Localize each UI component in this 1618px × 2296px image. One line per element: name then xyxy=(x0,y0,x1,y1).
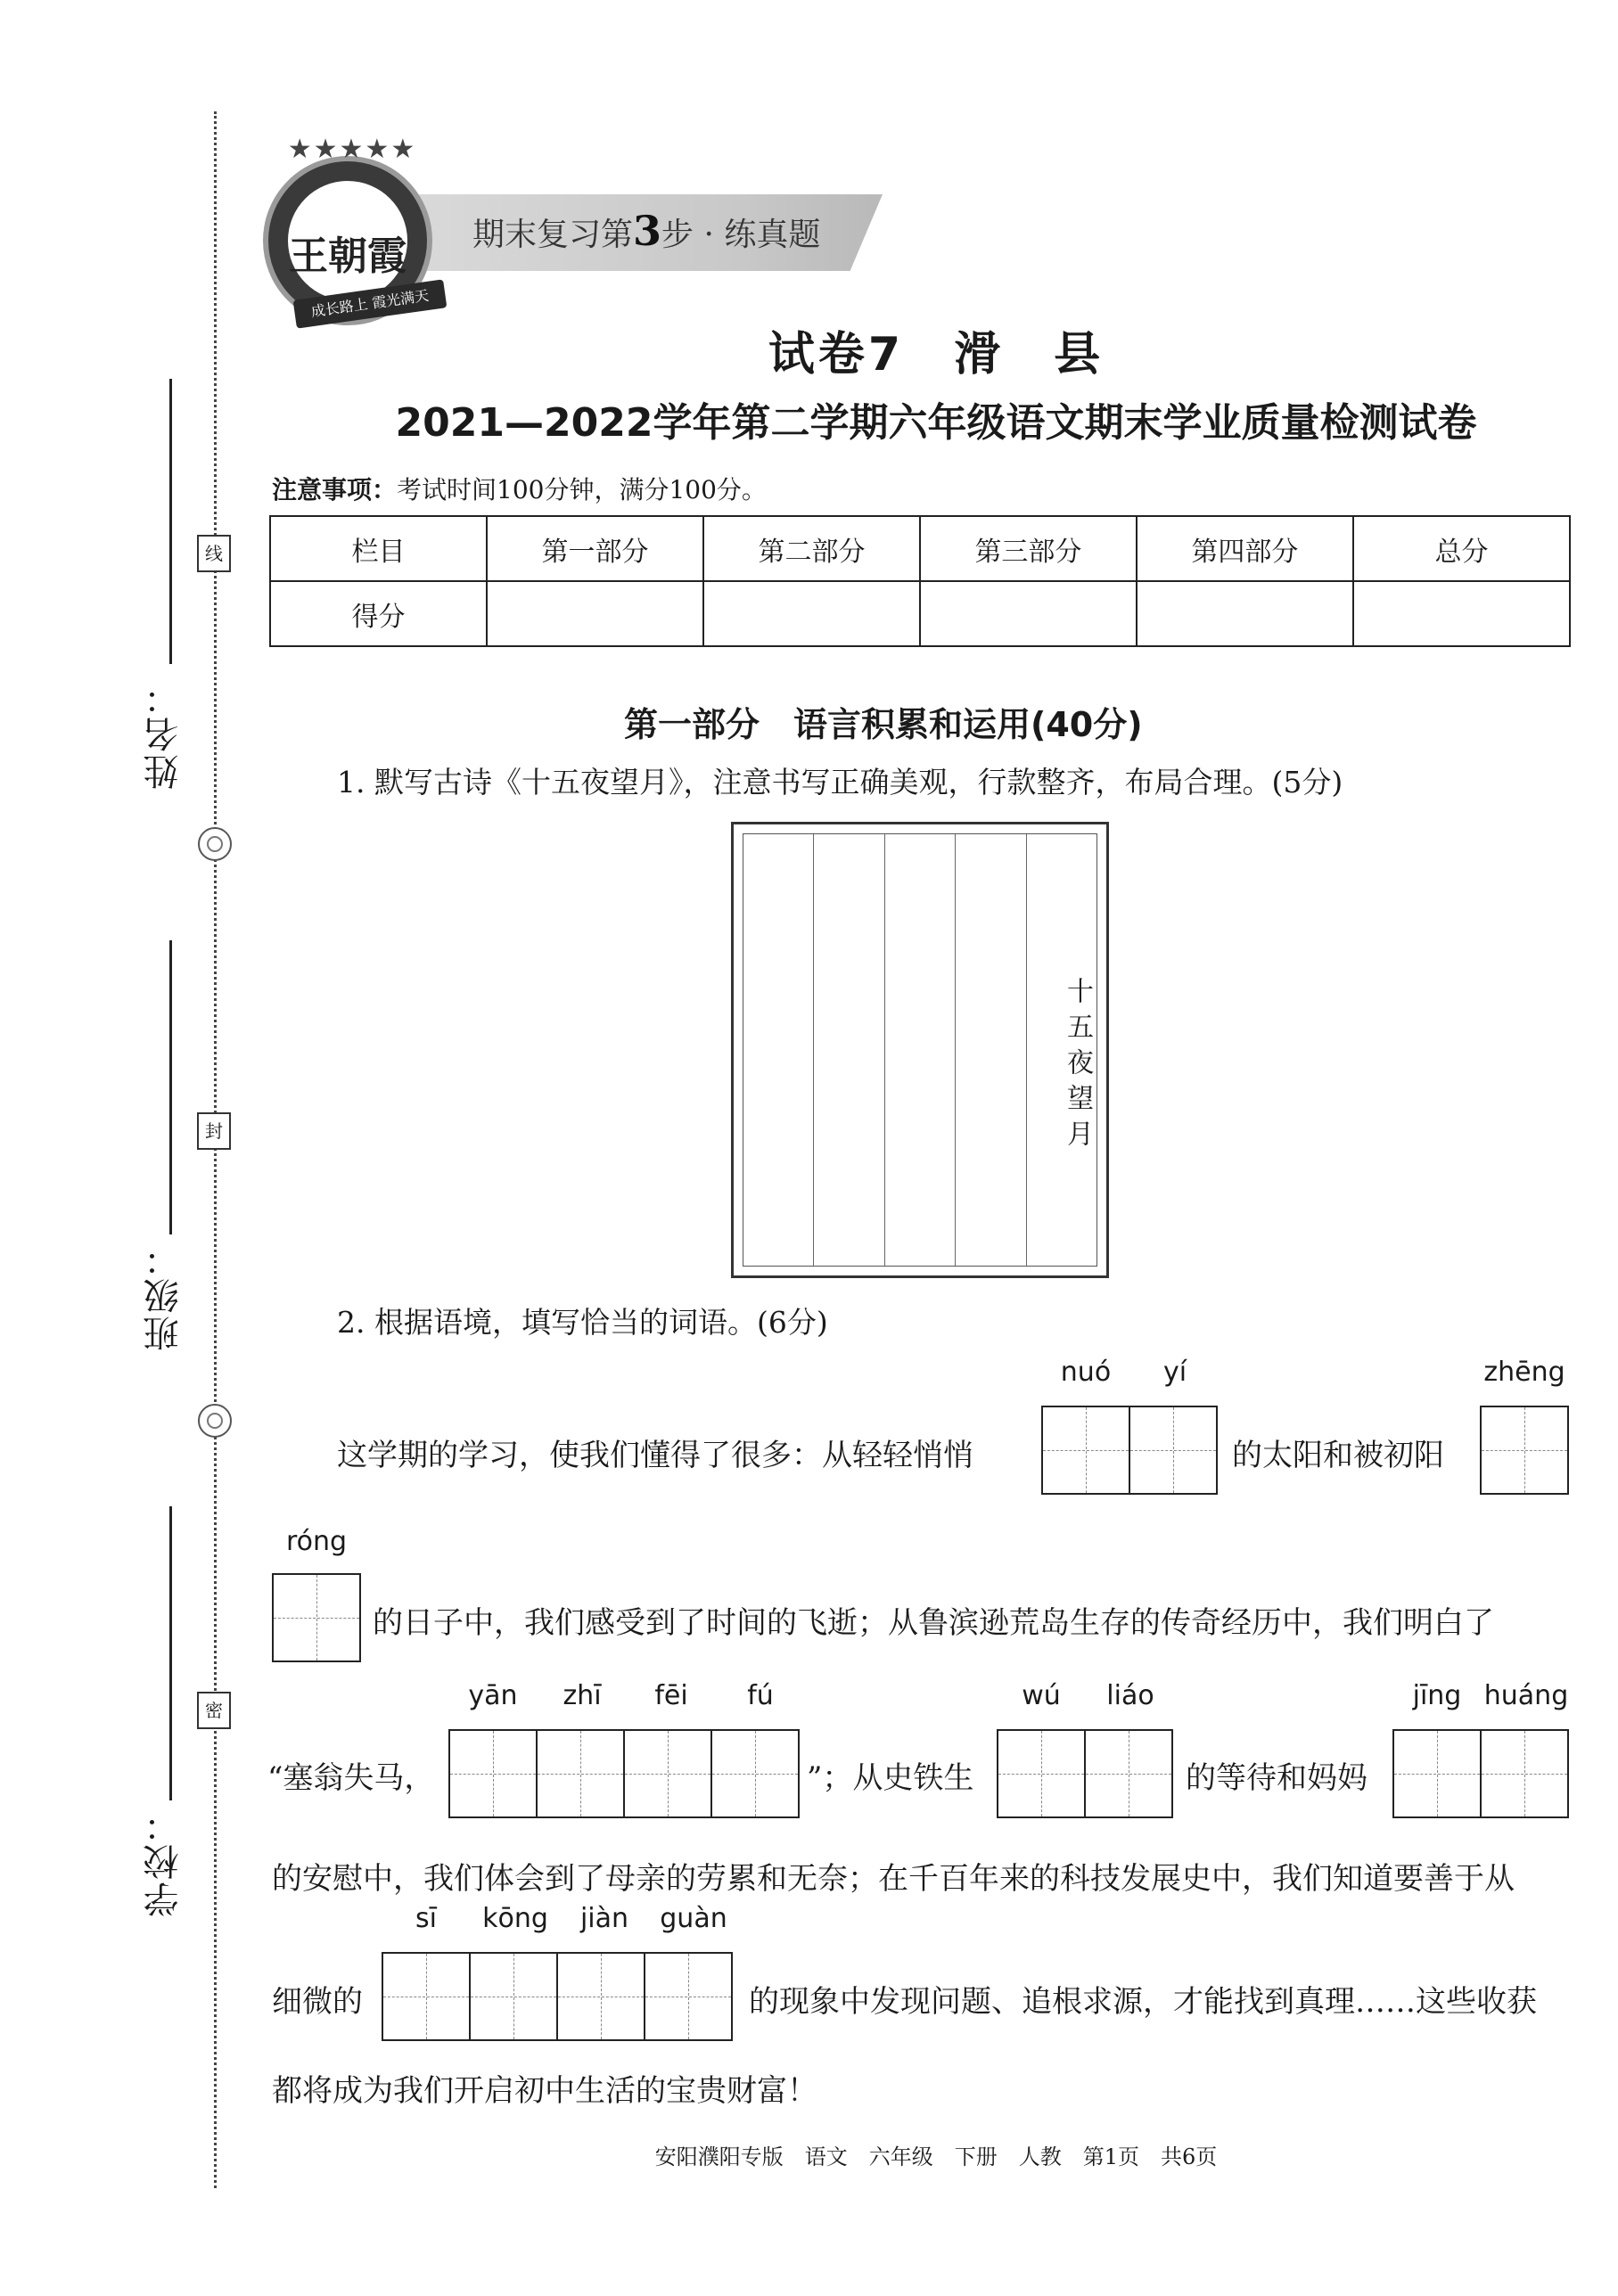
notice: 注意事项：考试时间100分钟，满分100分。 xyxy=(272,475,767,504)
score-table-row xyxy=(270,581,1570,646)
pinyin: jiàn xyxy=(579,1903,629,1934)
page-subtitle: 2021—2022学年第二学期六年级语文期末学业质量检测试卷 xyxy=(395,400,1477,446)
binding-hole-icon xyxy=(198,1404,232,1438)
class-underline xyxy=(169,940,172,1234)
pinyin: zhēng xyxy=(1483,1357,1565,1388)
passage-text: 的日子中，我们感受到了时间的飞逝；从鲁滨逊荒岛生存的传奇经历中，我们明白了 xyxy=(373,1605,1494,1641)
school-label: 学校： xyxy=(144,1805,185,1917)
passage-text: 的太阳和被初阳 xyxy=(1232,1438,1444,1473)
banner-text: 期末复习第3步 · 练真题 xyxy=(472,207,821,255)
answer-box[interactable] xyxy=(1129,1406,1218,1495)
poem-title: 十五夜望月 xyxy=(1062,977,1094,1155)
pinyin: nuó xyxy=(1060,1357,1112,1388)
school-underline xyxy=(169,1506,172,1800)
pinyin: róng xyxy=(285,1526,348,1557)
binding-hole-icon xyxy=(198,827,232,861)
writing-column[interactable] xyxy=(956,834,1026,1266)
passage-text: 的现象中发现问题、追根求源，才能找到真理……这些收获 xyxy=(749,1984,1537,2020)
score-header-cell: 总分 xyxy=(1353,516,1570,581)
score-row-label: 得分 xyxy=(270,581,487,646)
page-footer: 安阳濮阳专版 语文 六年级 下册 人教 第1页 共6页 xyxy=(654,2144,1218,2169)
pinyin: zhī xyxy=(563,1680,602,1711)
pinyin: fēi xyxy=(654,1680,688,1711)
answer-box[interactable] xyxy=(469,1952,558,2041)
score-header-cell: 第一部分 xyxy=(487,516,703,581)
passage-text: ”；从史铁生 xyxy=(807,1760,974,1796)
score-table xyxy=(269,515,1571,647)
answer-box[interactable] xyxy=(272,1573,361,1662)
seal-char-xian: 线 xyxy=(197,535,231,572)
name-label: 姓名： xyxy=(144,677,185,790)
binding-dotted-line xyxy=(214,111,217,2188)
score-cell[interactable] xyxy=(487,581,703,646)
poem-writing-grid[interactable] xyxy=(731,822,1109,1278)
pinyin: huáng xyxy=(1483,1680,1569,1711)
question-1: 1. 默写古诗《十五夜望月》，注意书写正确美观，行款整齐，布局合理。(5分) xyxy=(337,765,1343,800)
pinyin: fú xyxy=(747,1680,774,1711)
writing-column xyxy=(1027,834,1096,1266)
page-title: 试卷7 滑 县 xyxy=(768,328,1105,381)
pinyin: wú xyxy=(1022,1680,1061,1711)
answer-box[interactable] xyxy=(997,1729,1086,1818)
name-underline xyxy=(169,379,172,664)
writing-column[interactable] xyxy=(885,834,956,1266)
answer-box[interactable] xyxy=(1084,1729,1173,1818)
pinyin: kōng xyxy=(482,1903,548,1934)
brand-ribbon: 成长路上 霞光满天 xyxy=(293,279,448,328)
answer-box[interactable] xyxy=(1480,1406,1569,1495)
writing-column[interactable] xyxy=(743,834,814,1266)
brand-name: 王朝霞 xyxy=(289,234,407,279)
answer-box[interactable] xyxy=(556,1952,645,2041)
pinyin: guàn xyxy=(660,1903,727,1934)
score-table-header-row xyxy=(270,516,1570,581)
class-label: 班级： xyxy=(144,1239,185,1351)
score-cell[interactable] xyxy=(703,581,920,646)
writing-column[interactable] xyxy=(814,834,884,1266)
passage-text: 的等待和妈妈 xyxy=(1186,1760,1367,1796)
stars-icon: ★★★★★ xyxy=(287,134,417,165)
score-header-cell: 栏目 xyxy=(270,516,487,581)
score-cell[interactable] xyxy=(920,581,1137,646)
section-heading: 第一部分 语言积累和运用(40分) xyxy=(624,705,1143,744)
passage-text: “塞翁失马， xyxy=(267,1760,435,1796)
answer-box[interactable] xyxy=(448,1729,538,1818)
pinyin: liáo xyxy=(1106,1680,1154,1711)
answer-box[interactable] xyxy=(1392,1729,1482,1818)
answer-box[interactable] xyxy=(382,1952,471,2041)
answer-box[interactable] xyxy=(536,1729,625,1818)
score-header-cell: 第三部分 xyxy=(920,516,1137,581)
passage-text: 细微的 xyxy=(272,1984,363,2020)
question-2: 2. 根据语境，填写恰当的词语。(6分) xyxy=(337,1305,828,1340)
score-header-cell: 第四部分 xyxy=(1137,516,1353,581)
seal-char-feng: 封 xyxy=(197,1112,231,1150)
pinyin: jīng xyxy=(1412,1680,1462,1711)
score-cell[interactable] xyxy=(1353,581,1570,646)
passage-text: 这学期的学习，使我们懂得了很多：从轻轻悄悄 xyxy=(337,1438,973,1473)
pinyin: yí xyxy=(1162,1357,1187,1388)
pinyin: yān xyxy=(468,1680,518,1711)
answer-box[interactable] xyxy=(710,1729,800,1818)
score-cell[interactable] xyxy=(1137,581,1353,646)
score-header-cell: 第二部分 xyxy=(703,516,920,581)
passage-text: 的安慰中，我们体会到了母亲的劳累和无奈；在千百年来的科技发展史中，我们知道要善于从 xyxy=(272,1861,1515,1897)
answer-box[interactable] xyxy=(1041,1406,1130,1495)
answer-box[interactable] xyxy=(644,1952,733,2041)
passage-text: 都将成为我们开启初中生活的宝贵财富！ xyxy=(272,2073,817,2109)
pinyin: sī xyxy=(415,1903,437,1934)
seal-char-mi: 密 xyxy=(197,1692,231,1729)
answer-box[interactable] xyxy=(1480,1729,1569,1818)
answer-box[interactable] xyxy=(623,1729,712,1818)
